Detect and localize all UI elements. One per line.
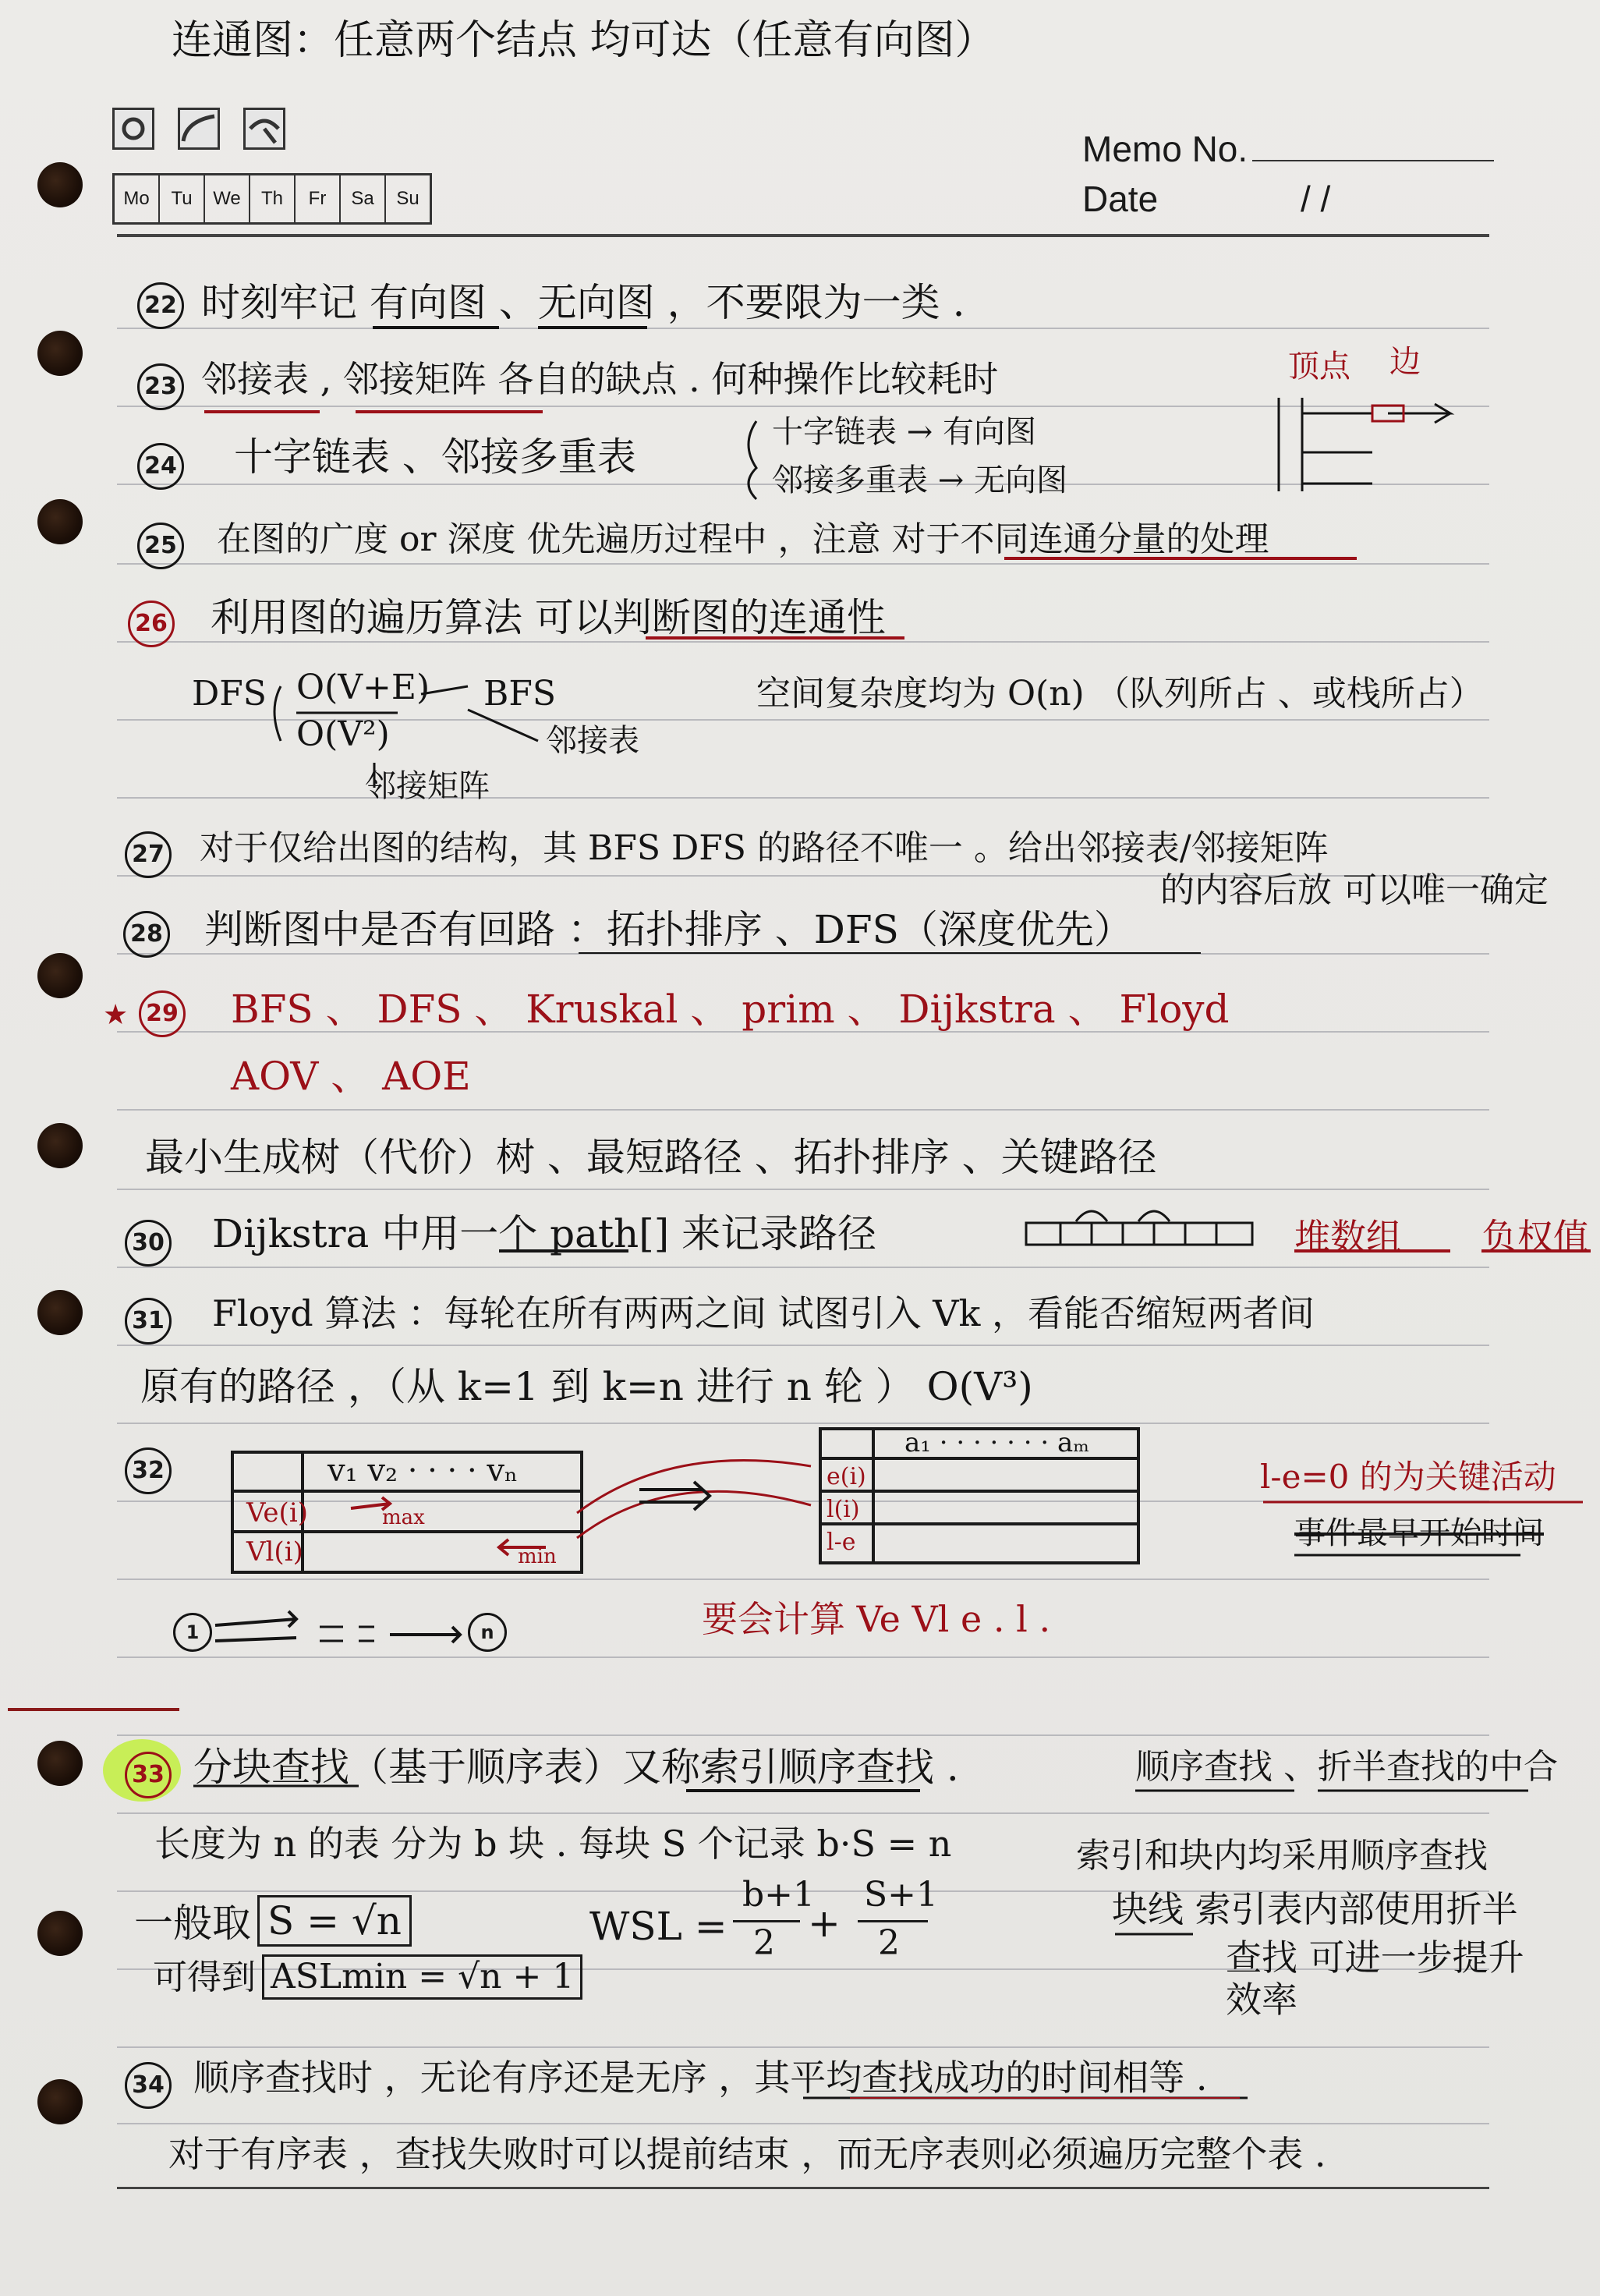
note-33-line2: 长度为 n 的表 分为 b 块 . 每块 S 个记录 b·S = n [154,1823,952,1865]
day-we[interactable]: We [205,175,250,222]
note-28: 判断图中是否有回路 ：拓扑排序 、DFS（深度优先） [204,907,1133,952]
day-sa[interactable]: Sa [341,175,386,222]
adj-matrix-note: 邻接矩阵 [365,768,490,804]
critical-activity-note: l-e=0 的为关键活动 [1260,1458,1556,1496]
note-number: 31 [125,1298,172,1345]
note-number: 29 [139,990,186,1037]
flow-end-node: n [468,1613,507,1652]
note-33-right: 顺序查找 、折半查找的中合 [1135,1747,1558,1787]
note-26: 利用图的遍历算法 可以判断图的连通性 [211,595,886,640]
note-24-orthogonal: 十字链表 → 有向图 [772,414,1036,450]
note-number: 23 [137,363,184,410]
le-label: l-e [827,1529,856,1556]
day-tu[interactable]: Tu [160,175,205,222]
star-icon: ★ [103,999,129,1031]
note-24-multilist: 邻接多重表 → 无向图 [772,462,1067,498]
s-equation-box: S = √n [257,1895,412,1947]
note-number: 28 [123,911,170,958]
struck-note: 事件最早开始时间 [1294,1515,1544,1551]
note-31: Floyd 算法 ：每轮在所有两两之间 试图引入 Vk ，看能否缩短两者间 [212,1292,1315,1334]
note-number: 22 [137,282,184,329]
achieve-label: 可得到 [153,1958,256,1997]
note-30-negative: 负权值 [1481,1216,1589,1258]
complexity-adj-list: O(V+E) [296,668,430,707]
note-33-line2-right: 索引和块内均采用顺序查找 [1076,1836,1488,1876]
day-su[interactable]: Su [396,188,419,209]
note-33: 分块查找（基于顺序表）又称索引顺序查找 . [193,1745,959,1790]
plus-sign: + [808,1901,841,1946]
tag-vertex: 顶点 [1288,349,1350,384]
tag-edge: 边 [1389,344,1421,380]
min-label: min [518,1545,557,1568]
fraction-1-top: b+1 [742,1875,816,1915]
flow-start-node: 1 [173,1613,212,1652]
general-label: 一般取 [134,1901,251,1946]
note-34-line2: 对于有序表 ，查找失败时可以提前结束 ，而无序表则必须遍历完整个表 . [168,2133,1326,2175]
note-33-right-4: 效率 [1226,1979,1297,2021]
note-30-heap: 堆数组 [1294,1216,1402,1258]
must-compute-note: 要会计算 Ve Vl e . l . [702,1598,1051,1640]
note-number: 30 [125,1220,172,1267]
e-label: e(i) [827,1463,866,1490]
date-label-text: Date [1082,179,1159,219]
bfs-label: BFS [483,674,557,714]
day-th[interactable]: Th [250,175,296,222]
note-number: 26 [128,601,175,647]
note-27-line2: 的内容后放 可以唯一确定 [1160,870,1549,910]
note-33-right-2: 块线 索引表内部使用折半 [1112,1888,1518,1930]
note-31-line2: 原有的路径 ，（从 k=1 到 k=n 进行 n 轮 ） O(V³) [140,1364,1033,1409]
day-fr[interactable]: Fr [296,175,341,222]
adj-list-note: 邻接表 [546,723,639,759]
memo-label-text: Memo No. [1082,129,1248,169]
day-mo[interactable]: Mo [115,175,160,222]
note-number: 27 [125,831,172,878]
note-number: 25 [137,523,184,569]
note-33-right-3: 查找 可进一步提升 [1226,1936,1524,1979]
ve-label: Ve(i) [246,1497,308,1529]
vl-label: Vl(i) [246,1536,303,1568]
note-22: 时刻牢记 有向图 、无向图 ，不要限为一类 . [201,280,965,325]
complexity-adj-matrix: O(V²) [296,714,390,754]
page-title: 连通图：任意两个结点 均可达（任意有向图） [172,17,996,64]
fraction-1-bottom: 2 [753,1923,775,1963]
note-25: 在图的广度 or 深度 优先遍历过程中 ，注意 对于不同连通分量的处理 [217,519,1269,559]
activity-table-header: a₁ · · · · · · · aₘ [904,1427,1090,1458]
date-separators: / / [1300,179,1331,219]
note-number: 24 [137,443,184,490]
note-number: 33 [125,1752,172,1798]
note-27: 对于仅给出图的结构，其 BFS DFS 的路径不唯一 。给出邻接表/邻接矩阵 [200,828,1329,868]
note-23: 邻接表 , 邻接矩阵 各自的缺点 . 何种操作比较耗时 [201,358,999,400]
space-complexity-note: 空间复杂度均为 O(n) （队列所占 、或栈所占） [756,674,1484,714]
l-label: l(i) [827,1496,860,1523]
note-number: 34 [125,2062,172,2109]
dfs-label: DFS [192,674,267,714]
note-24: 十字链表 、邻接多重表 [234,434,636,480]
wsl-label: WSL = [589,1904,727,1949]
event-table-header: v₁ v₂ · · · · vₙ [327,1453,519,1489]
note-34: 顺序查找时 ，无论有序还是无序 ，其平均查找成功的时间相等 . [193,2057,1208,2099]
note-29-line2: AOV 、 AOE [231,1054,471,1099]
fraction-2-bottom: 2 [878,1923,900,1963]
fraction-2-top: S+1 [864,1875,939,1915]
asl-min-box: ASLmin = √n + 1 [262,1954,582,2000]
note-29: BFS 、 DFS 、 Kruskal 、 prim 、 Dijkstra 、 Floyd [231,987,1230,1032]
note-30: Dijkstra 中用一个 path[] 来记录路径 [212,1211,877,1256]
note-29-summary: 最小生成树（代价）树 、最短路径 、拓扑排序 、关键路径 [145,1135,1157,1180]
note-number: 32 [125,1447,172,1494]
max-label: max [382,1506,425,1529]
